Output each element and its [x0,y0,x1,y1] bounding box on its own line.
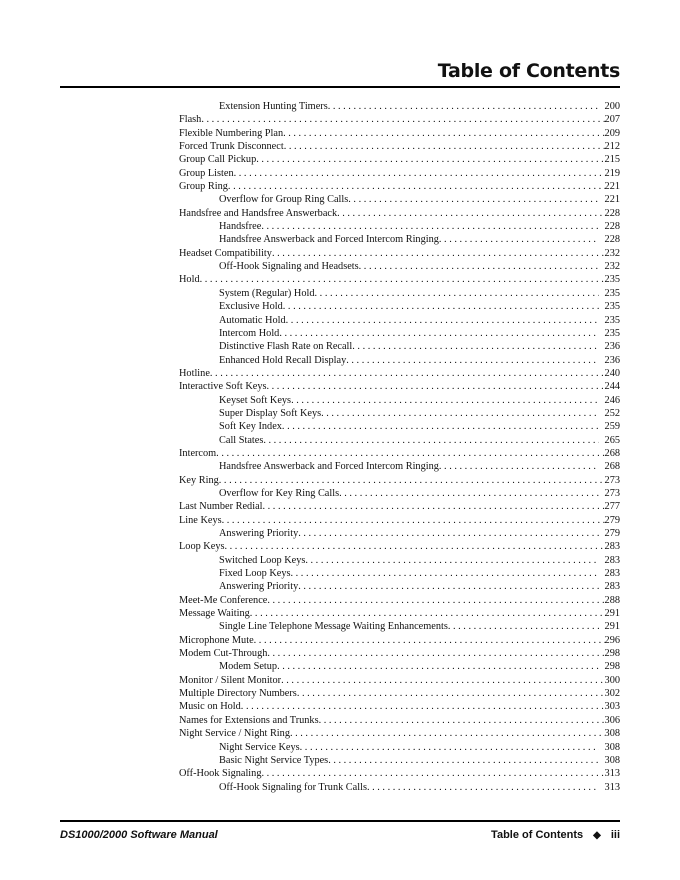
toc-entry-page: 235 [604,274,620,286]
toc-entry-title: Line Keys [179,514,222,526]
toc-entry[interactable] [179,700,620,713]
toc-entry[interactable] [179,580,620,593]
dot-leader [201,113,604,126]
dot-leader [250,607,605,620]
toc-entry-title: Handsfree and Handsfree Answerback [179,207,338,219]
toc-entry[interactable] [179,327,620,340]
toc-entry-page: 283 [604,568,620,580]
dot-leader [254,634,605,647]
toc-entry[interactable] [179,781,620,794]
dot-leader [277,660,598,673]
toc-entry-title: Call States [219,434,264,446]
toc-entry-page: 273 [604,487,620,499]
dot-leader [348,193,598,206]
toc-entry[interactable] [179,540,620,553]
toc-entry-page: 252 [604,407,620,419]
toc-entry[interactable] [179,287,620,300]
toc-entry-title: Soft Key Index [219,421,282,433]
toc-entry[interactable] [179,233,620,246]
dot-leader [319,714,605,727]
toc-entry-title: Monitor / Silent Monitor [179,674,282,686]
toc-entry-title: Music on Hold [179,701,241,713]
toc-entry-page: 265 [604,434,620,446]
toc-entry[interactable] [179,567,620,580]
toc-entry[interactable] [179,434,620,447]
toc-entry-title: Interactive Soft Keys [179,381,267,393]
toc-entry-title: Fixed Loop Keys [219,568,291,580]
toc-entry-page: 221 [604,194,620,206]
dot-leader [305,554,598,567]
toc-entry-title: Basic Night Service Types [219,754,329,766]
dot-leader [283,300,599,313]
dot-leader [291,567,599,580]
dot-leader [261,767,604,780]
dot-leader [263,434,598,447]
dot-leader [321,407,598,420]
toc-entry-title: Single Line Telephone Message Waiting Enhancements [219,621,448,633]
toc-entry-page: 298 [604,661,620,673]
dot-leader [267,647,604,660]
dot-leader [234,167,605,180]
dot-leader [228,180,605,193]
toc-entry[interactable] [179,487,620,500]
toc-entry[interactable] [179,474,620,487]
toc-entry-title: Overflow for Key Ring Calls [219,487,340,499]
toc-entry-page: 306 [604,714,620,726]
dot-leader [352,340,598,353]
toc-entry[interactable] [179,687,620,700]
toc-entry-title: Group Call Pickup [179,154,257,166]
dot-leader [297,687,605,700]
toc-entry[interactable] [179,260,620,273]
toc-entry[interactable] [179,420,620,433]
footer-rule [60,820,620,822]
toc-entry-page: 235 [604,301,620,313]
dot-leader [291,394,598,407]
dot-leader [359,260,599,273]
dot-leader [286,314,599,327]
toc-entry[interactable] [179,180,620,193]
toc-entry[interactable] [179,620,620,633]
dot-leader [279,327,598,340]
toc-entry[interactable] [179,100,620,113]
toc-entry-title: Off-Hook Signaling and Headsets [219,261,359,273]
dot-leader [346,354,598,367]
toc-entry[interactable] [179,140,620,153]
toc-entry[interactable] [179,500,620,513]
toc-entry[interactable] [179,634,620,647]
toc-entry[interactable] [179,220,620,233]
toc-entry[interactable] [179,300,620,313]
toc-entry-page: 236 [604,341,620,353]
toc-entry-page: 268 [604,461,620,473]
toc-entry-title: Multiple Directory Numbers [179,688,297,700]
toc-entry-page: 308 [604,741,620,753]
toc-entry-page: 219 [604,167,620,179]
dot-leader [281,674,604,687]
toc-entry[interactable] [179,113,620,126]
toc-entry[interactable] [179,660,620,673]
toc-entry-page: 273 [604,474,620,486]
footer-manual-title: DS1000/2000 Software Manual [60,829,218,841]
toc-entry[interactable] [179,674,620,687]
toc-entry[interactable] [179,447,620,460]
dot-leader [298,580,598,593]
toc-entry-page: 244 [604,381,620,393]
dot-leader [300,741,599,754]
toc-entry-page: 246 [604,394,620,406]
toc-entry-title: Intercom Hold [219,327,280,339]
toc-entry-page: 288 [604,594,620,606]
dot-leader [290,727,605,740]
dot-leader [222,514,605,527]
toc-entry-title: Flexible Numbering Plan [179,127,284,139]
toc-entry[interactable] [179,741,620,754]
toc-entry-page: 283 [604,554,620,566]
toc-entry-title: Super Display Soft Keys [219,407,322,419]
toc-entry-title: Meet-Me Conference [179,594,268,606]
dot-leader [267,594,604,607]
diamond-separator-icon: ◆ [593,829,601,841]
dot-leader [298,527,598,540]
toc-entry-title: Night Service Keys [219,741,300,753]
toc-entry-page: 236 [604,354,620,366]
toc-entry-page: 228 [604,221,620,233]
toc-entry-page: 277 [604,501,620,513]
toc-entry[interactable] [179,247,620,260]
toc-entry-page: 228 [604,234,620,246]
toc-entry[interactable] [179,153,620,166]
toc-entry[interactable] [179,460,620,473]
toc-entry-page: 259 [604,421,620,433]
toc-entry[interactable] [179,714,620,727]
dot-leader [448,620,599,633]
toc-entry-page: 298 [604,648,620,660]
dot-leader [267,380,605,393]
toc-entry-page: 240 [604,367,620,379]
dot-leader [219,474,605,487]
toc-entry-title: Group Listen [179,167,234,179]
toc-entry[interactable] [179,367,620,380]
toc-entry-page: 228 [604,207,620,219]
toc-entry[interactable] [179,647,620,660]
dot-leader [439,233,599,246]
toc-entry-page: 212 [604,141,620,153]
toc-entry-title: Headset Compatibility [179,247,272,259]
toc-entry[interactable] [179,554,620,567]
toc-entry-page: 268 [604,447,620,459]
toc-entry-title: Intercom [179,447,217,459]
toc-entry-title: Modem Setup [219,661,278,673]
toc-entry-page: 283 [604,541,620,553]
toc-entry-title: Enhanced Hold Recall Display [219,354,347,366]
toc-entry-page: 235 [604,314,620,326]
header-rule [60,86,620,88]
dot-leader [216,447,604,460]
toc-entry-title: Names for Extensions and Trunks [179,714,319,726]
toc-entry-page: 308 [604,728,620,740]
toc-entry[interactable] [179,394,620,407]
dot-leader [337,207,604,220]
toc-entry-page: 207 [604,114,620,126]
toc-entry-page: 235 [604,327,620,339]
toc-entry-title: Automatic Hold [219,314,286,326]
dot-leader [339,487,598,500]
toc-entry-title: Hold [179,274,200,286]
footer-right [491,829,620,841]
toc-entry-page: 221 [604,181,620,193]
footer-section: Table of Contents [491,829,584,841]
toc-list [179,100,620,794]
dot-leader [284,140,605,153]
toc-entry-title: Switched Loop Keys [219,554,306,566]
toc-entry-title: Night Service / Night Ring [179,728,290,740]
toc-entry-title: Loop Keys [179,541,225,553]
dot-leader [328,100,599,113]
toc-entry[interactable] [179,340,620,353]
toc-entry[interactable] [179,607,620,620]
toc-entry-title: Hotline [179,367,210,379]
dot-leader [224,540,604,553]
toc-entry[interactable] [179,594,620,607]
toc-entry-title: Distinctive Flash Rate on Recall [219,341,353,353]
toc-entry-page: 232 [604,261,620,273]
toc-entry-page: 308 [604,754,620,766]
toc-entry[interactable] [179,127,620,140]
dot-leader [200,273,605,286]
toc-entry[interactable] [179,167,620,180]
toc-entry-title: Microphone Mute [179,634,254,646]
dot-leader [256,153,604,166]
toc-entry-title: Forced Trunk Disconnect [179,141,284,153]
toc-entry-page: 303 [604,701,620,713]
toc-entry-title: Handsfree Answerback and Forced Intercom Ringing [219,234,439,246]
toc-entry[interactable] [179,527,620,540]
toc-entry-title: System (Regular) Hold [219,287,315,299]
toc-entry-page: 279 [604,528,620,539]
dot-leader [210,367,605,380]
toc-entry-page: 232 [604,247,620,259]
toc-entry-title: Off-Hook Signaling [179,768,262,780]
dot-leader [272,247,605,260]
toc-entry-title: Handsfree [219,221,262,233]
dot-leader [367,781,599,794]
footer-page-number: iii [610,829,620,841]
toc-entry[interactable] [179,354,620,367]
dot-leader [328,754,598,767]
toc-entry-title: Exclusive Hold [219,301,283,313]
toc-entry[interactable] [179,727,620,740]
toc-entry-page: 302 [604,688,620,700]
toc-entry-page: 296 [604,634,620,646]
toc-entry-page: 279 [604,514,620,526]
toc-entry-page: 215 [604,154,620,166]
toc-entry-title: Answering Priority [219,528,299,539]
toc-entry[interactable] [179,754,620,767]
toc-entry-title: Message Waiting [179,608,250,620]
toc-entry-page: 291 [604,621,620,633]
toc-entry-page: 200 [604,101,620,112]
toc-entry-title: Off-Hook Signaling for Trunk Calls [219,781,367,793]
toc-entry[interactable] [179,380,620,393]
toc-entry-page: 313 [604,781,620,793]
dot-leader [439,460,599,473]
toc-entry-title: Modem Cut-Through [179,648,268,660]
toc-entry-page: 235 [604,287,620,299]
page-title: Table of Contents [437,60,620,82]
dot-leader [263,500,605,513]
toc-entry-page: 209 [604,127,620,139]
toc-entry-title: Answering Priority [219,581,299,593]
toc-entry-title: Group Ring [179,181,228,193]
toc-entry-title: Overflow for Group Ring Calls [219,194,349,206]
dot-leader [315,287,599,300]
toc-entry[interactable] [179,273,620,286]
toc-entry[interactable] [179,193,620,206]
dot-leader [283,127,604,140]
toc-entry[interactable] [179,514,620,527]
toc-entry-title: Flash [179,114,202,126]
toc-entry[interactable] [179,407,620,420]
toc-entry[interactable] [179,767,620,780]
toc-entry-page: 313 [604,768,620,780]
toc-entry-title: Keyset Soft Keys [219,394,292,406]
toc-entry-title: Key Ring [179,474,219,486]
toc-entry[interactable] [179,207,620,220]
dot-leader [261,220,598,233]
toc-entry-title: Handsfree Answerback and Forced Intercom Ringing [219,461,439,473]
toc-entry-page: 283 [604,581,620,593]
toc-entry-page: 291 [604,608,620,620]
toc-entry-page: 300 [604,674,620,686]
dot-leader [241,700,605,713]
toc-entry-title: Last Number Redial [179,501,263,513]
dot-leader [282,420,599,433]
toc-entry[interactable] [179,314,620,327]
toc-entry-title: Extension Hunting Timers [219,101,328,112]
